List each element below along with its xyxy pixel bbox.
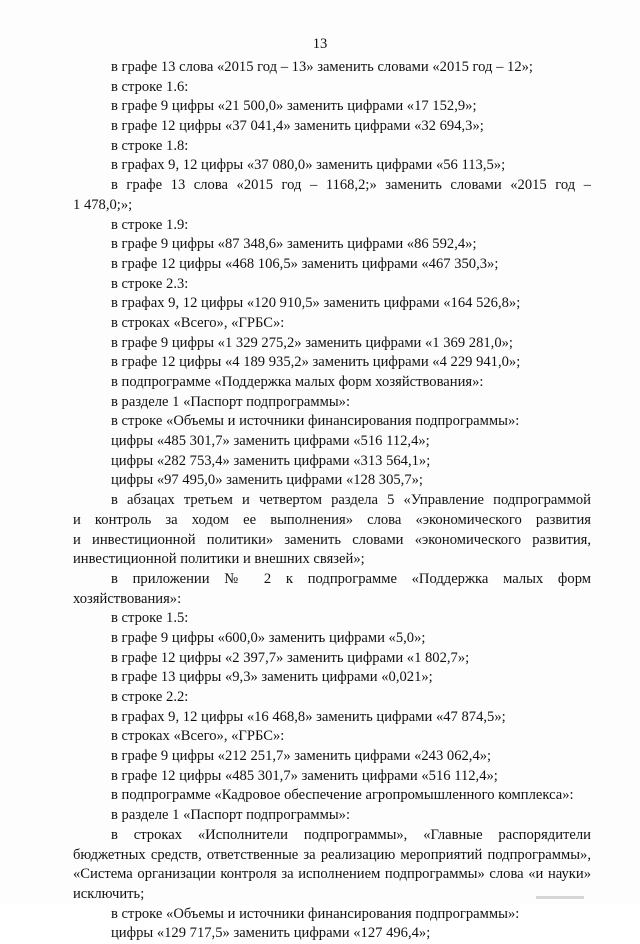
text-line: в графе 9 цифры «1 329 275,2» заменить цифрами «1 369 281,0»; (111, 334, 513, 351)
text-line: в графах 9, 12 цифры «16 468,8» заменить цифрами «47 874,5»; (111, 708, 506, 725)
text-line: 1 478,0;»; (73, 196, 133, 213)
text-line: в графах 9, 12 цифры «37 080,0» заменить цифрами «56 113,5»; (111, 157, 506, 174)
text-line: в графе 9 цифры «87 348,6» заменить цифрами «86 592,4»; (111, 236, 477, 253)
text-line: в графе 13 слова «2015 год – 13» заменить словами «2015 год – 12»; (111, 59, 533, 75)
text-line: в графе 12 цифры «485 301,7» заменить цифрами «516 112,4»; (111, 767, 498, 784)
text-line: цифры «97 495,0» заменить цифрами «128 305,7»; (111, 472, 423, 489)
text-line: в строке 1.5: (111, 610, 189, 627)
text-line: инвестиционной политики и внешних связей»; (73, 551, 365, 568)
text-line: в абзацах третьем и четвертом раздела 5 «Управление подпрограммой (111, 492, 591, 509)
document-body (73, 58, 591, 944)
text-line: в графе 13 цифры «9,3» заменить цифрами «0,021»; (111, 669, 433, 686)
text-line: «Система организации контроля за исполнением подпрограммы» слова «и науки» (73, 866, 591, 883)
text-line: в разделе 1 «Паспорт подпрограммы»: (111, 393, 351, 410)
text-line: в графе 12 цифры «2 397,7» заменить цифрами «1 802,7»; (111, 649, 470, 666)
text-line: исключить; (73, 885, 145, 902)
text-line: в строках «Исполнители подпрограммы», «Главные распорядители (111, 826, 591, 843)
text-line: в графе 9 цифры «21 500,0» заменить цифрами «17 152,9»; (111, 98, 477, 115)
text-line: в строке 1.9: (111, 216, 189, 233)
text-line: в строке 1.6: (111, 78, 189, 95)
text-line: в подпрограмме «Поддержка малых форм хозяйствования»: (111, 374, 484, 390)
text-line: цифры «485 301,7» заменить цифрами «516 112,4»; (111, 433, 430, 450)
text-line: в графе 9 цифры «212 251,7» заменить цифрами «243 062,4»; (111, 748, 492, 765)
text-line: в строках «Всего», «ГРБС»: (111, 728, 285, 745)
scan-mark (536, 896, 584, 899)
text-line: в строке 1.8: (111, 137, 189, 154)
text-line: в графах 9, 12 цифры «120 910,5» заменить цифрами «164 526,8»; (111, 295, 521, 312)
text-line: в приложении № 2 к подпрограмме «Поддержка малых форм (111, 570, 591, 587)
page-number: 13 (312, 36, 328, 52)
text-line: и инвестиционной политики» заменить словами «экономического развития, (73, 531, 591, 548)
text-line: и контроль за ходом ее выполнения» слова «экономического развития (73, 511, 591, 528)
text-line: в строке 2.2: (111, 689, 189, 705)
text-line: в строке «Объемы и источники финансирования подпрограммы»: (111, 905, 520, 922)
text-line: в графе 12 цифры «468 106,5» заменить цифрами «467 350,3»; (111, 255, 499, 272)
text-line: бюджетных средств, ответственные за реализацию мероприятий подпрограммы», (73, 846, 591, 863)
text-line: в разделе 1 «Паспорт подпрограммы»: (111, 807, 351, 824)
text-line: в строке 2.3: (111, 275, 189, 292)
text-line: в строке «Объемы и источники финансирования подпрограммы»: (111, 413, 520, 430)
text-line: в графе 12 цифры «4 189 935,2» заменить цифрами «4 229 941,0»; (111, 354, 521, 371)
text-line: в графе 9 цифры «600,0» заменить цифрами «5,0»; (111, 629, 426, 646)
text-line: цифры «129 717,5» заменить цифрами «127 496,4»; (111, 925, 431, 942)
text-line: в строках «Всего», «ГРБС»: (111, 314, 285, 331)
text-line: в графе 12 цифры «37 041,4» заменить цифрами «32 694,3»; (111, 118, 484, 135)
text-line: хозяйствования»: (73, 590, 182, 607)
text-line: в подпрограмме «Кадровое обеспечение агропромышленного комплекса»: (111, 787, 574, 804)
text-line: в графе 13 слова «2015 год – 1168,2;» заменить словами «2015 год – (111, 177, 591, 194)
text-line: цифры «282 753,4» заменить цифрами «313 564,1»; (111, 452, 431, 469)
